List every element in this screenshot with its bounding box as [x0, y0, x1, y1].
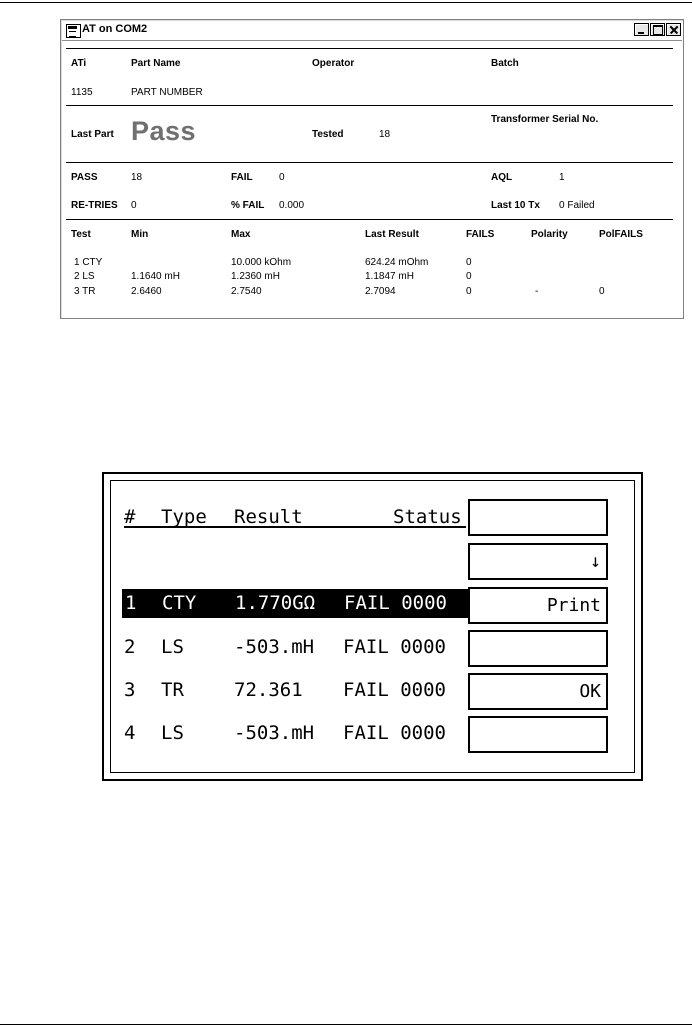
- at-on-com2-window: [60, 19, 684, 319]
- row-type: LS: [161, 636, 184, 658]
- col-min: Min: [131, 229, 149, 240]
- header-num: #: [124, 506, 136, 528]
- retries-value: 0: [131, 200, 137, 211]
- cell-test: 3 TR: [74, 286, 96, 297]
- part-name-value: PART NUMBER: [131, 87, 203, 98]
- ati-value: 1135: [71, 87, 93, 98]
- page-top-rule: [0, 2, 692, 3]
- col-last-result: Last Result: [365, 229, 419, 240]
- row-num: 1: [125, 592, 137, 614]
- tested-label: Tested: [312, 129, 344, 140]
- last-part-label: Last Part: [71, 129, 114, 140]
- app-icon[interactable]: [66, 24, 81, 38]
- cell-fails: 0: [466, 257, 472, 268]
- header-type: Type: [161, 506, 207, 528]
- pct-fail-value: 0.000: [279, 200, 305, 211]
- row-result: -503.mH: [234, 636, 315, 658]
- minimize-button[interactable]: [634, 23, 649, 36]
- ok-softkey[interactable]: OK: [468, 673, 608, 710]
- transformer-serial-label: Transformer Serial No.: [491, 114, 599, 125]
- print-softkey[interactable]: Print: [468, 587, 608, 624]
- fail-value: 0: [279, 172, 285, 183]
- aql-value: 1: [559, 172, 565, 183]
- title-bar[interactable]: [62, 21, 682, 41]
- header-underline: [124, 526, 466, 528]
- row-result: 1.770GΩ: [235, 592, 316, 614]
- cell-polfails: 0: [599, 286, 605, 297]
- window-title: AT on COM2: [82, 23, 148, 35]
- col-polarity: Polarity: [531, 229, 568, 240]
- tested-value: 18: [379, 129, 391, 140]
- cell-last-result: 2.7094: [365, 286, 396, 297]
- softkey-1-blank[interactable]: [468, 499, 608, 536]
- cell-fails: 0: [466, 271, 472, 282]
- cell-min: 2.6460: [131, 286, 162, 297]
- row-status: FAIL 0000: [343, 722, 446, 744]
- cell-max: 2.7540: [231, 286, 262, 297]
- page-bottom-rule: [0, 1024, 692, 1025]
- pass-label: PASS: [71, 172, 98, 183]
- col-test: Test: [71, 229, 91, 240]
- cell-min: 1.1640 mH: [131, 271, 180, 282]
- maximize-button[interactable]: [650, 23, 665, 36]
- cell-polarity: -: [535, 286, 539, 297]
- col-polfails: PolFAILS: [599, 229, 643, 240]
- scroll-down-softkey[interactable]: ↓: [468, 543, 608, 580]
- row-type: LS: [161, 722, 184, 744]
- row-status: FAIL 0000: [344, 592, 447, 614]
- close-button[interactable]: [666, 23, 681, 36]
- separator: [66, 105, 673, 106]
- separator: [66, 219, 673, 220]
- separator: [66, 48, 673, 49]
- aql-label: AQL: [491, 172, 513, 183]
- row-num: 2: [124, 636, 136, 658]
- last10-label: Last 10 Tx: [491, 200, 540, 211]
- header-status: Status: [393, 506, 462, 528]
- row-status: FAIL 0000: [343, 636, 446, 658]
- softkey-6-blank[interactable]: [468, 716, 608, 753]
- pass-value: 18: [131, 172, 143, 183]
- col-max: Max: [231, 229, 251, 240]
- retries-label: RE-TRIES: [71, 200, 118, 211]
- col-fails: FAILS: [466, 229, 495, 240]
- cell-max: 10.000 kOhm: [231, 257, 292, 268]
- row-status: FAIL 0000: [343, 679, 446, 701]
- cell-test: 1 CTY: [74, 257, 103, 268]
- last10-value: 0 Failed: [559, 200, 595, 211]
- result-row-selected[interactable]: [122, 589, 468, 618]
- fail-label: FAIL: [231, 172, 253, 183]
- softkey-4-blank[interactable]: [468, 630, 608, 667]
- row-type: TR: [161, 679, 184, 701]
- ati-header: ATi: [71, 58, 87, 69]
- part-name-header: Part Name: [131, 58, 181, 69]
- row-num: 4: [124, 722, 136, 744]
- row-result: 72.361: [234, 679, 303, 701]
- row-result: -503.mH: [234, 722, 315, 744]
- cell-last-result: 624.24 mOhm: [365, 257, 429, 268]
- last-part-status: Pass: [131, 116, 197, 146]
- cell-last-result: 1.1847 mH: [365, 271, 414, 282]
- batch-header: Batch: [491, 58, 519, 69]
- pct-fail-label: % FAIL: [231, 200, 265, 211]
- separator: [66, 162, 673, 163]
- cell-fails: 0: [466, 286, 472, 297]
- row-num: 3: [124, 679, 136, 701]
- operator-header: Operator: [312, 58, 355, 69]
- cell-max: 1.2360 mH: [231, 271, 280, 282]
- row-type: CTY: [162, 592, 197, 614]
- cell-test: 2 LS: [74, 271, 95, 282]
- header-result: Result: [234, 506, 303, 528]
